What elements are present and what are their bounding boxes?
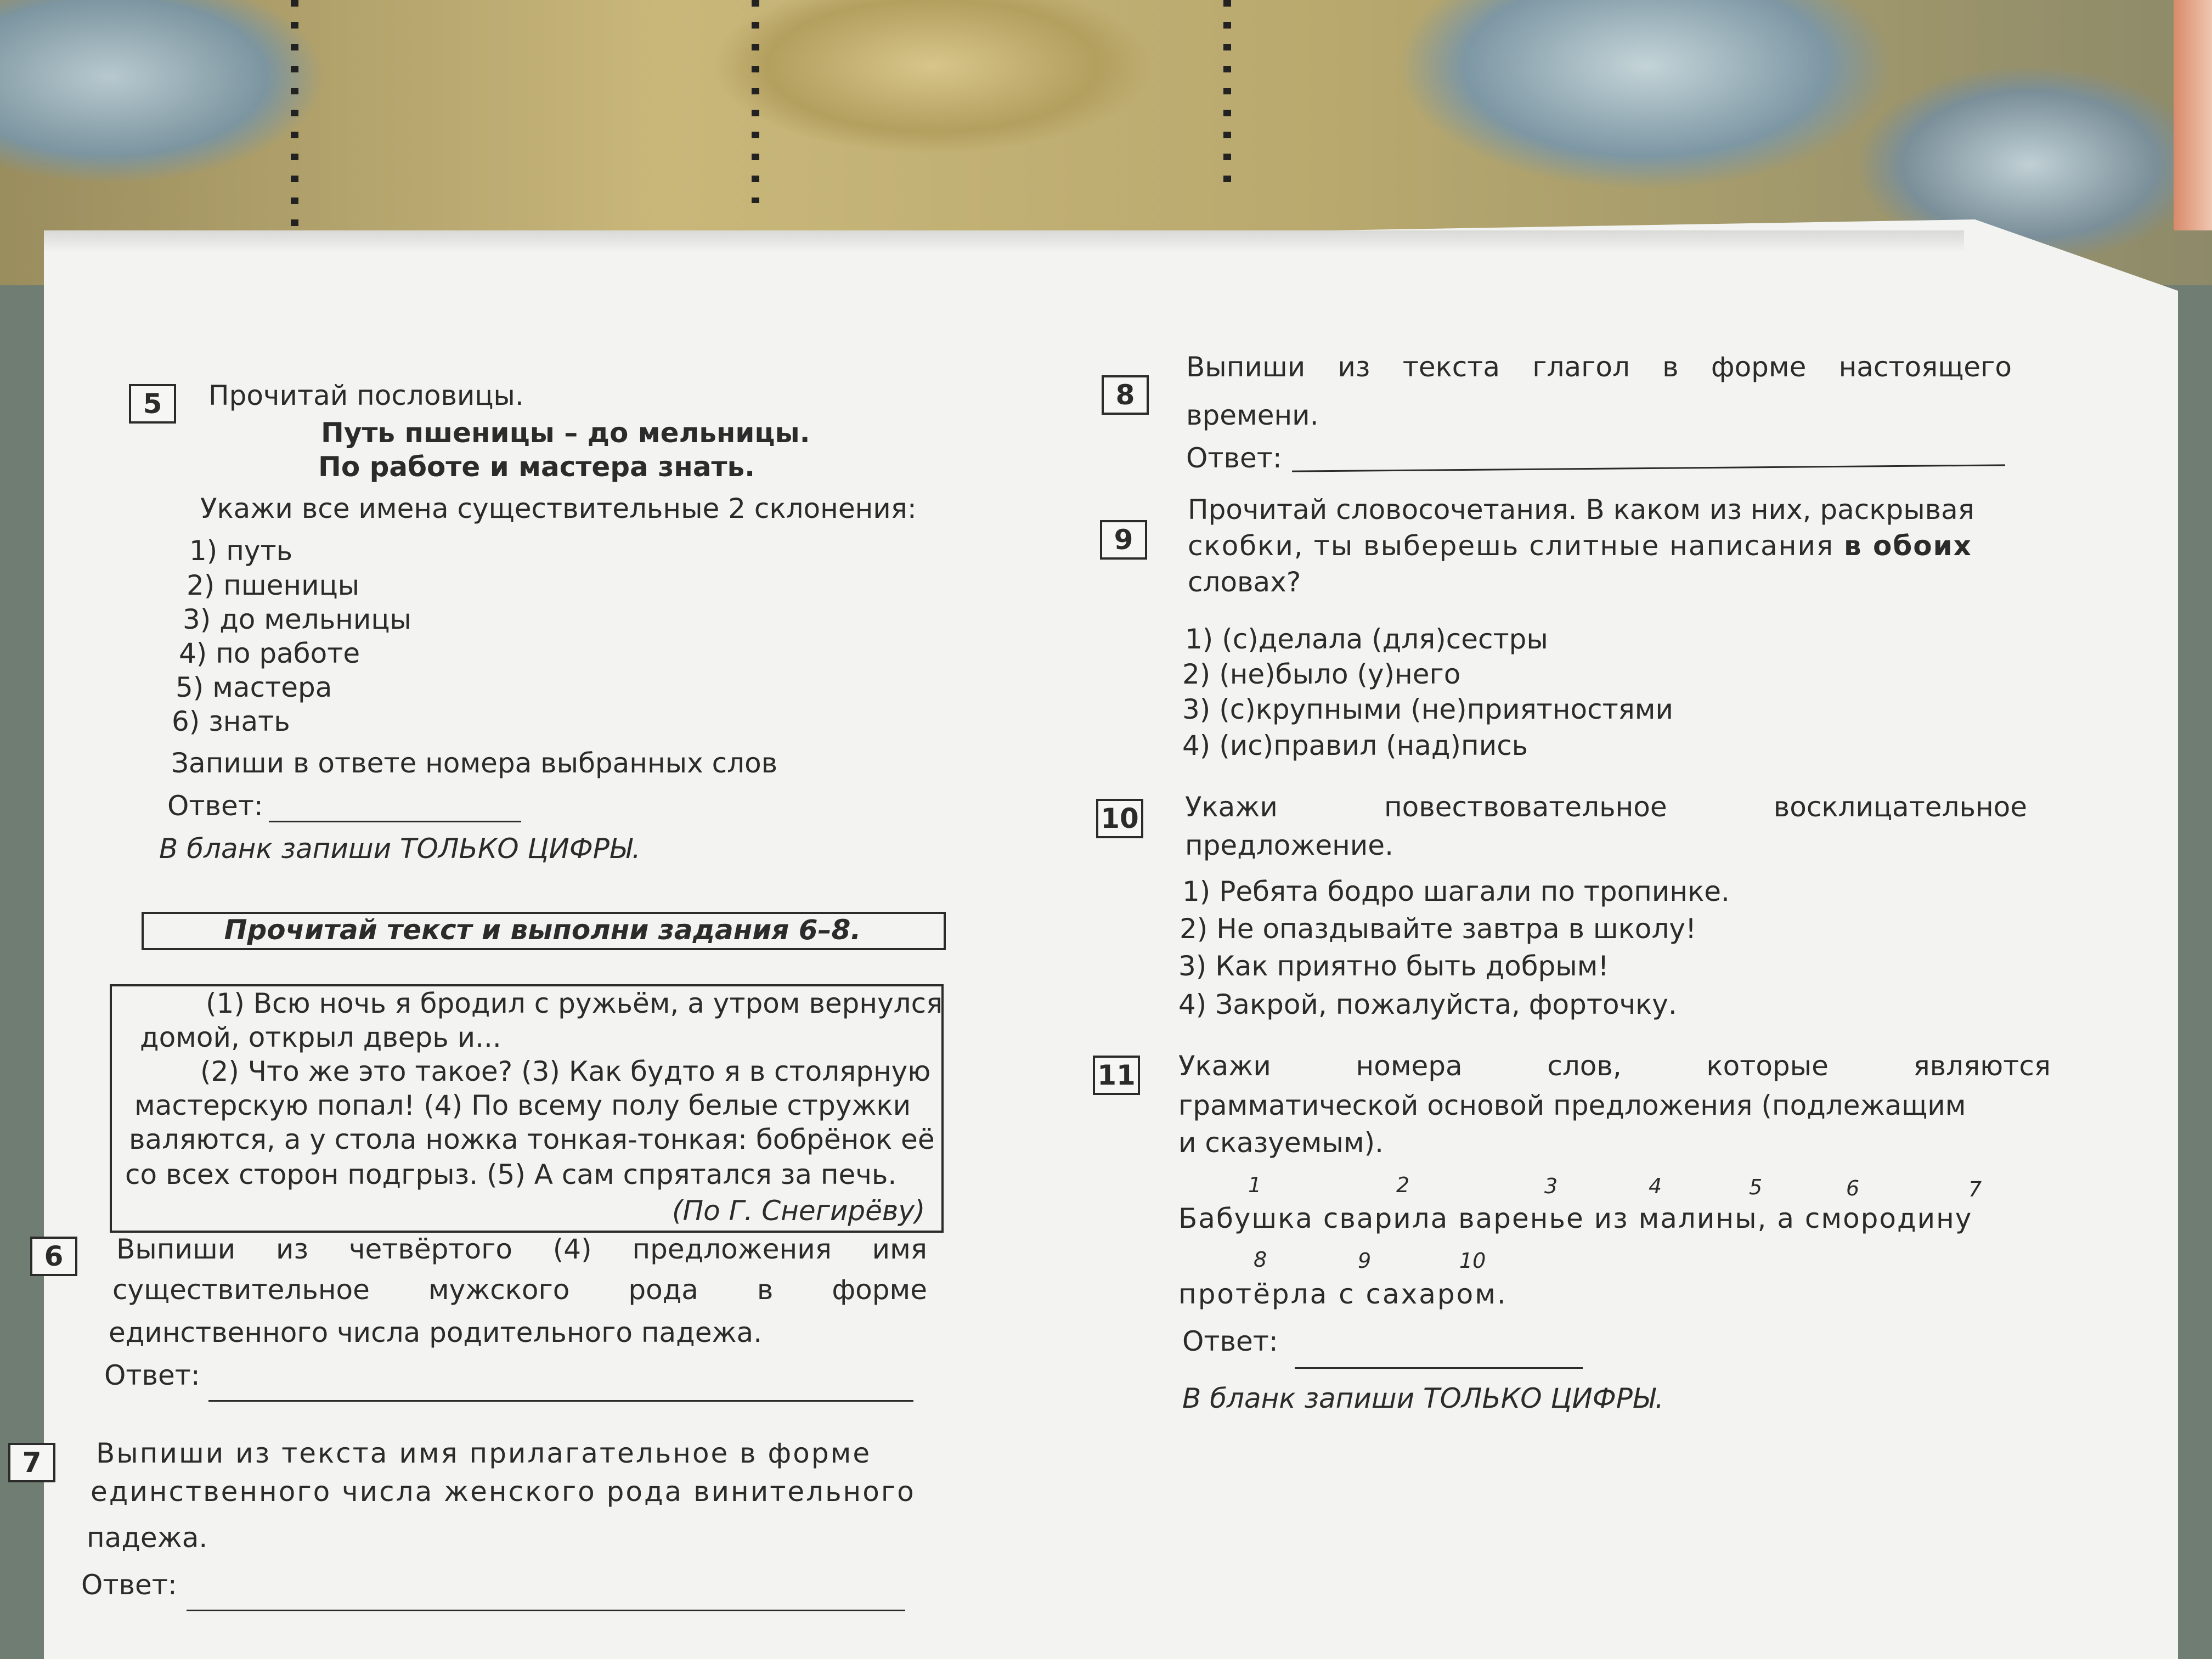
q5-note: В бланк запиши ТОЛЬКО ЦИФРЫ. (159, 833, 641, 865)
q6-word: существительное (112, 1274, 370, 1306)
q5-option-5: 5) мастера (176, 672, 332, 703)
story-line-6: со всех сторон подгрыз. (5) А сам спрятался за печь. (125, 1159, 897, 1190)
story-line-2: домой, открыл дверь и... (140, 1022, 501, 1053)
q5-option-6: 6) знать (172, 706, 290, 737)
q8-answer-line[interactable] (1292, 464, 2005, 472)
q9-line-1: Прочитай словосочетания. В каком из них, раскрывая (1188, 494, 1974, 526)
q11-word: являются (1913, 1050, 2051, 1082)
story-line-5: валяются, а у стола ножка тонкая-тонкая: бобрёнок её (129, 1124, 935, 1155)
q6-line-1 (116, 1233, 927, 1265)
q11-word-number-5: 5 (1749, 1175, 1763, 1199)
q11-word: Укажи (1178, 1050, 1271, 1082)
q11-word-number-1: 1 (1248, 1173, 1262, 1197)
q11-note: В бланк запиши ТОЛЬКО ЦИФРЫ. (1182, 1383, 1664, 1414)
question-number-6: 6 (30, 1237, 77, 1276)
q5-instruction: Запиши в ответе номера выбранных слов (171, 747, 778, 779)
q6-line-3: единственного числа родительного падежа. (109, 1317, 763, 1348)
q11-word-number-3: 3 (1544, 1174, 1558, 1198)
story-line-4: мастерскую попал! (4) По всему полу белые стружки (134, 1090, 911, 1121)
q5-proverb-1: Путь пшеницы – до мельницы. (321, 417, 810, 449)
q6-word: из (276, 1233, 309, 1265)
q11-word-number-10: 10 (1459, 1249, 1486, 1273)
story-line-3: (2) Что же это такое? (3) Как будто я в столярную (200, 1056, 931, 1087)
q6-word: в (757, 1274, 774, 1306)
q6-word: форме (832, 1274, 927, 1306)
question-number-8: 8 (1102, 375, 1149, 415)
q10-word: восклицательное (1773, 791, 2027, 823)
q8-word: настоящего (1838, 351, 2012, 383)
q11-word-number-6: 6 (1846, 1176, 1860, 1200)
q11-answer-line[interactable] (1295, 1367, 1583, 1369)
story-author: (По Г. Снегирёву) (672, 1195, 926, 1227)
q6-word: Выпиши (116, 1233, 236, 1265)
question-number-10: 10 (1096, 799, 1143, 838)
q8-word: в (1662, 351, 1679, 383)
q6-word: имя (872, 1233, 927, 1265)
q6-word: предложения (632, 1233, 832, 1265)
q8-line-1 (1186, 351, 2012, 383)
q7-line-2: единственного числа женского рода винительного (91, 1476, 916, 1508)
q10-option-3: 3) Как приятно быть добрым! (1178, 950, 1609, 982)
story-line-1: (1) Всю ночь я бродил с ружьём, а утром вернулся (206, 988, 943, 1019)
q6-word: четвёртого (348, 1233, 512, 1265)
q11-answer-label: Ответ: (1182, 1325, 1278, 1357)
q5-proverb-2: По работе и мастера знать. (318, 451, 755, 483)
question-number-9: 9 (1100, 520, 1147, 560)
q9-option-1: 1) (с)делала (для)сестры (1185, 623, 1548, 655)
q8-line-2: времени. (1186, 399, 1319, 431)
q9-option-2: 2) (не)было (у)него (1182, 658, 1461, 690)
q11-word-number-9: 9 (1358, 1249, 1372, 1273)
q11-line-3: и сказуемым). (1178, 1127, 1384, 1159)
q11-word-number-8: 8 (1254, 1248, 1267, 1272)
q10-option-1: 1) Ребята бодро шагали по тропинке. (1182, 876, 1730, 907)
q8-word: глагол (1532, 351, 1630, 383)
question-number-5: 5 (129, 384, 176, 424)
q11-line-1 (1178, 1050, 2051, 1082)
q10-option-2: 2) Не опаздывайте завтра в школу! (1180, 913, 1696, 945)
question-number-11: 11 (1093, 1056, 1140, 1095)
q6-line-2 (112, 1274, 927, 1306)
q10-line-1 (1185, 791, 2027, 823)
read-text-header: Прочитай текст и выполни задания 6–8. (224, 914, 861, 946)
q7-line-1: Выпиши из текста имя прилагательное в форме (96, 1437, 872, 1469)
q10-option-4: 4) Закрой, пожалуйста, форточку. (1178, 989, 1677, 1020)
q11-word-number-7: 7 (1968, 1177, 1982, 1201)
q11-word: слов, (1547, 1050, 1622, 1082)
q9-option-4: 4) (ис)правил (над)пись (1182, 730, 1528, 761)
q11-word-number-2: 2 (1396, 1173, 1410, 1197)
q6-word: (4) (552, 1233, 592, 1265)
q8-word: форме (1711, 351, 1807, 383)
q10-word: Укажи (1185, 791, 1278, 823)
q6-answer-line[interactable] (208, 1400, 913, 1402)
q9-line-2-emphasis: в обоих (1843, 530, 1972, 562)
q9-line-3: словах? (1188, 566, 1301, 598)
q8-word: из (1338, 351, 1370, 383)
q6-word: мужского (428, 1274, 570, 1306)
q5-intro: Прочитай пословицы. (208, 380, 524, 411)
q5-option-1: 1) путь (189, 535, 293, 567)
q5-answer-line[interactable] (269, 821, 521, 822)
q7-line-3: падежа. (87, 1522, 208, 1554)
q6-answer-label: Ответ: (104, 1359, 200, 1391)
q9-line-2 (1188, 530, 1972, 562)
q5-option-3: 3) до мельницы (183, 603, 411, 635)
q10-word: повествовательное (1384, 791, 1667, 823)
q5-option-4: 4) по работе (179, 637, 360, 669)
q9-line-2-text: скобки, ты выберешь слитные написания (1188, 530, 1844, 562)
q11-word: которые (1706, 1050, 1829, 1082)
q8-answer-label: Ответ: (1186, 442, 1282, 474)
q5-option-2: 2) пшеницы (187, 569, 360, 601)
q7-answer-line[interactable] (187, 1610, 905, 1611)
q7-answer-label: Ответ: (81, 1569, 177, 1601)
q11-line-2: грамматической основой предложения (подлежащим (1178, 1090, 1966, 1121)
q9-option-3: 3) (с)крупными (не)приятностями (1182, 693, 1673, 725)
q11-word-number-4: 4 (1649, 1174, 1662, 1198)
q11-word: номера (1356, 1050, 1463, 1082)
q6-word: рода (628, 1274, 698, 1306)
q8-word: Выпиши (1186, 351, 1306, 383)
q11-sentence-2: протёрла с сахаром. (1178, 1278, 1508, 1310)
q8-word: текста (1402, 351, 1500, 383)
q11-sentence-1: Бабушка сварила варенье из малины, а смородину (1178, 1203, 1973, 1234)
q10-line-2: предложение. (1185, 830, 1393, 861)
question-number-7: 7 (8, 1443, 55, 1482)
q5-answer-label: Ответ: (167, 790, 263, 822)
q5-task: Укажи все имена существительные 2 склонения: (200, 493, 917, 524)
